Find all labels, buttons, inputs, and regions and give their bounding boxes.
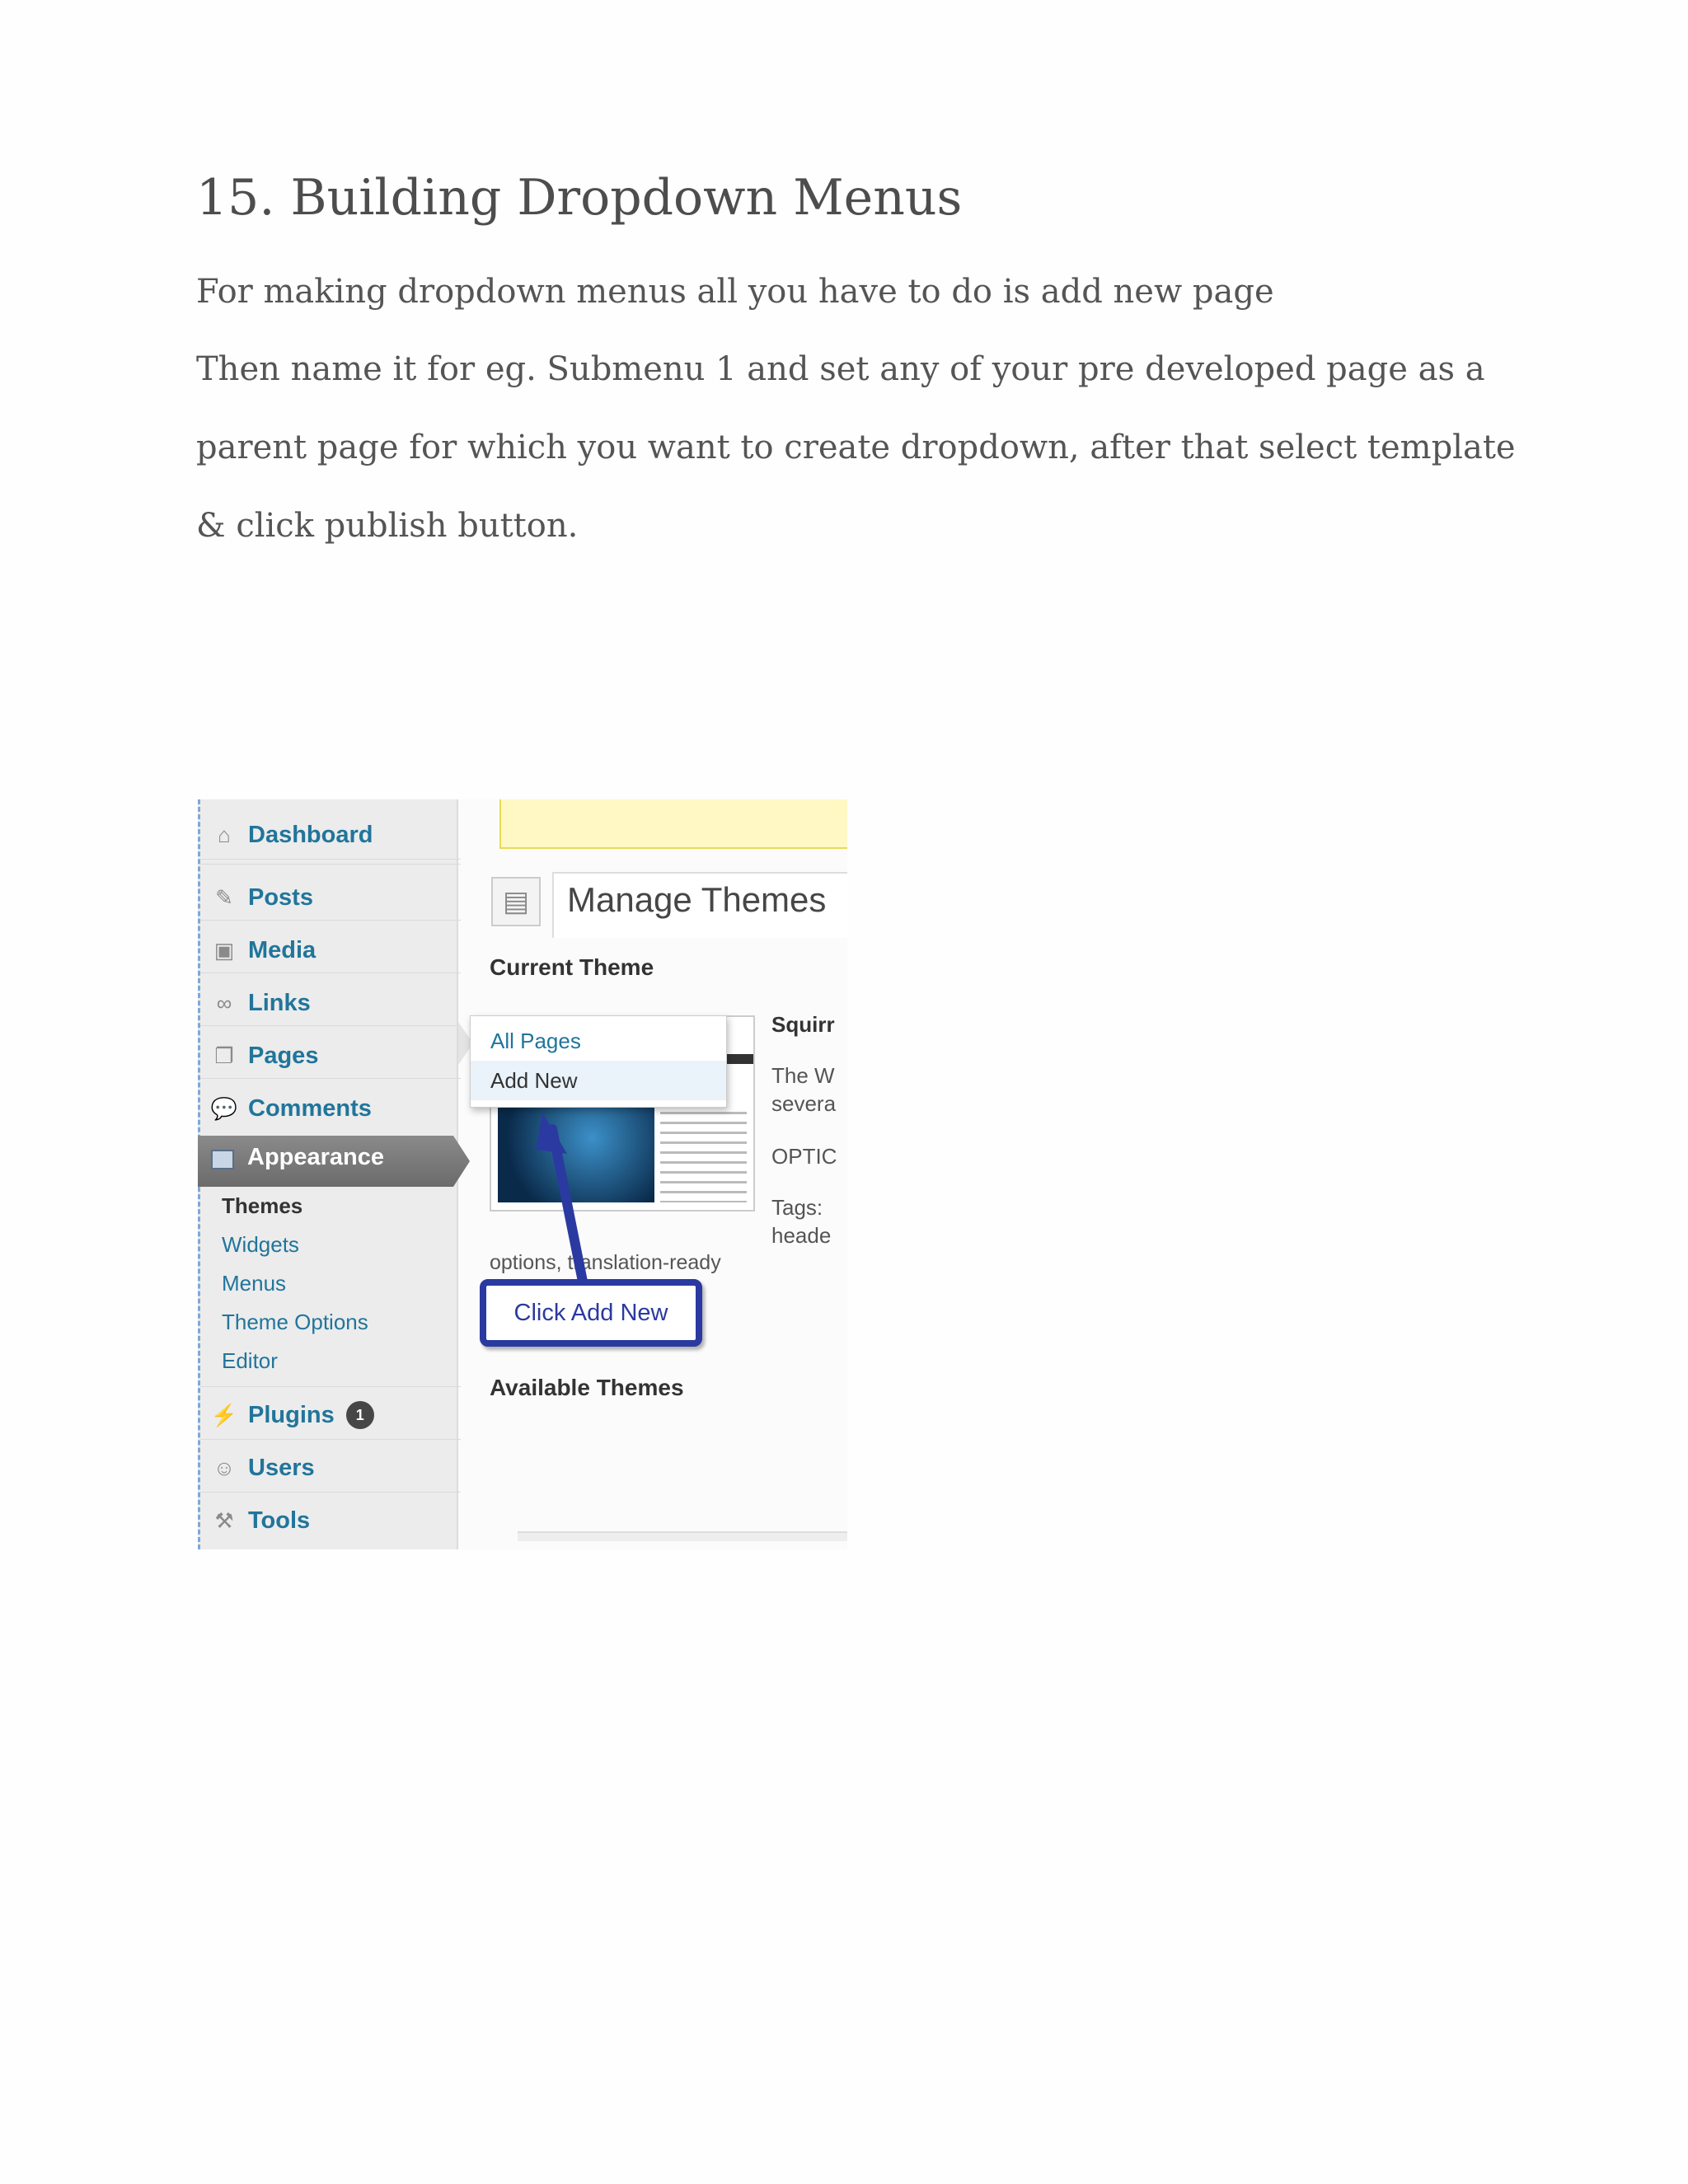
sidebar-item-posts[interactable] bbox=[210, 877, 449, 918]
wordpress-screenshot bbox=[198, 799, 847, 1549]
page-title: Manage Themes bbox=[567, 880, 827, 919]
sidebar-divider bbox=[200, 864, 461, 865]
themes-list-edge bbox=[518, 1531, 847, 1541]
appearance-label: Appearance bbox=[247, 1144, 385, 1170]
media-icon: ▣ bbox=[213, 937, 235, 963]
sidebar-divider bbox=[200, 1386, 461, 1387]
paragraph-instructions: Then name it for eg. Submenu 1 and set any of your pre developed page as a parent page for which you want to create dropdown, after that select template & click publish button. bbox=[196, 350, 1516, 545]
click-add-new-callout bbox=[480, 1279, 702, 1347]
sidebar-item-label: Links bbox=[248, 989, 311, 1016]
sidebar-item-links[interactable] bbox=[210, 982, 449, 1024]
themes-icon: ▤ bbox=[491, 877, 541, 926]
link-icon: ∞ bbox=[216, 990, 232, 1015]
callout-label: Click Add New bbox=[513, 1299, 668, 1326]
tools-icon: ⚒ bbox=[214, 1507, 234, 1533]
submenu-theme-options[interactable]: Theme Options bbox=[222, 1310, 368, 1334]
sidebar-divider bbox=[200, 1439, 461, 1440]
sidebar-item-users[interactable] bbox=[210, 1447, 449, 1488]
sidebar-item-dashboard[interactable] bbox=[210, 814, 449, 855]
sidebar-item-pages[interactable] bbox=[210, 1035, 449, 1076]
appearance-icon bbox=[211, 1150, 234, 1169]
plug-icon: ⚡ bbox=[210, 1402, 238, 1427]
theme-tags-value: heade bbox=[771, 1223, 832, 1248]
sidebar-item-label: Posts bbox=[248, 883, 313, 911]
theme-options-label: OPTIC bbox=[771, 1144, 837, 1169]
submenu-editor[interactable]: Editor bbox=[222, 1348, 278, 1373]
sidebar-item-label: Comments bbox=[248, 1094, 372, 1122]
submenu-widgets[interactable]: Widgets bbox=[222, 1232, 299, 1257]
sidebar-divider bbox=[200, 1025, 461, 1026]
comment-icon: 💬 bbox=[210, 1095, 238, 1121]
sidebar-item-label: Dashboard bbox=[248, 821, 373, 848]
sidebar-divider bbox=[200, 859, 461, 860]
document-title: 15. Building Dropdown Menus bbox=[196, 169, 963, 227]
theme-description-line: The W bbox=[771, 1063, 835, 1088]
sidebar-item-label: Pages bbox=[248, 1042, 319, 1069]
sidebar-item-label: Media bbox=[248, 936, 316, 963]
callout-arrow bbox=[460, 799, 847, 1549]
available-themes-heading: Available Themes bbox=[490, 1375, 684, 1400]
paragraph-intro: For making dropdown menus all you have to do is add new page bbox=[196, 273, 1274, 311]
sidebar-divider bbox=[200, 920, 461, 921]
sidebar-item-label: Plugins bbox=[248, 1401, 335, 1428]
dropdown-item-all-pages[interactable]: All Pages bbox=[490, 1029, 581, 1053]
sidebar-item-media[interactable] bbox=[210, 930, 449, 971]
pages-icon: ❐ bbox=[214, 1043, 234, 1068]
plugins-update-badge: 1 bbox=[346, 1401, 374, 1429]
theme-name: Squirr bbox=[771, 1012, 835, 1037]
sidebar-item-tools[interactable] bbox=[210, 1500, 449, 1541]
sidebar-divider bbox=[200, 1078, 461, 1079]
current-theme-heading: Current Theme bbox=[490, 954, 654, 980]
submenu-themes[interactable]: Themes bbox=[222, 1193, 303, 1218]
theme-tags-label: Tags: bbox=[771, 1195, 823, 1220]
sidebar-item-label: Users bbox=[248, 1454, 315, 1481]
sidebar-item-label: Tools bbox=[248, 1507, 311, 1534]
sidebar-item-plugins[interactable] bbox=[210, 1394, 449, 1436]
users-icon: ☺ bbox=[213, 1455, 236, 1480]
house-icon: ⌂ bbox=[218, 822, 231, 847]
theme-tags-line: options, translation-ready bbox=[490, 1251, 721, 1274]
theme-description-line: severa bbox=[771, 1091, 837, 1116]
sidebar-divider bbox=[200, 972, 461, 973]
dropdown-item-add-new[interactable]: Add New bbox=[471, 1061, 726, 1100]
sidebar-divider bbox=[200, 1492, 461, 1493]
submenu-menus[interactable]: Menus bbox=[222, 1271, 287, 1296]
sidebar-item-comments[interactable] bbox=[210, 1088, 449, 1129]
main-content bbox=[460, 799, 847, 1549]
pin-icon: ✎ bbox=[215, 884, 233, 910]
